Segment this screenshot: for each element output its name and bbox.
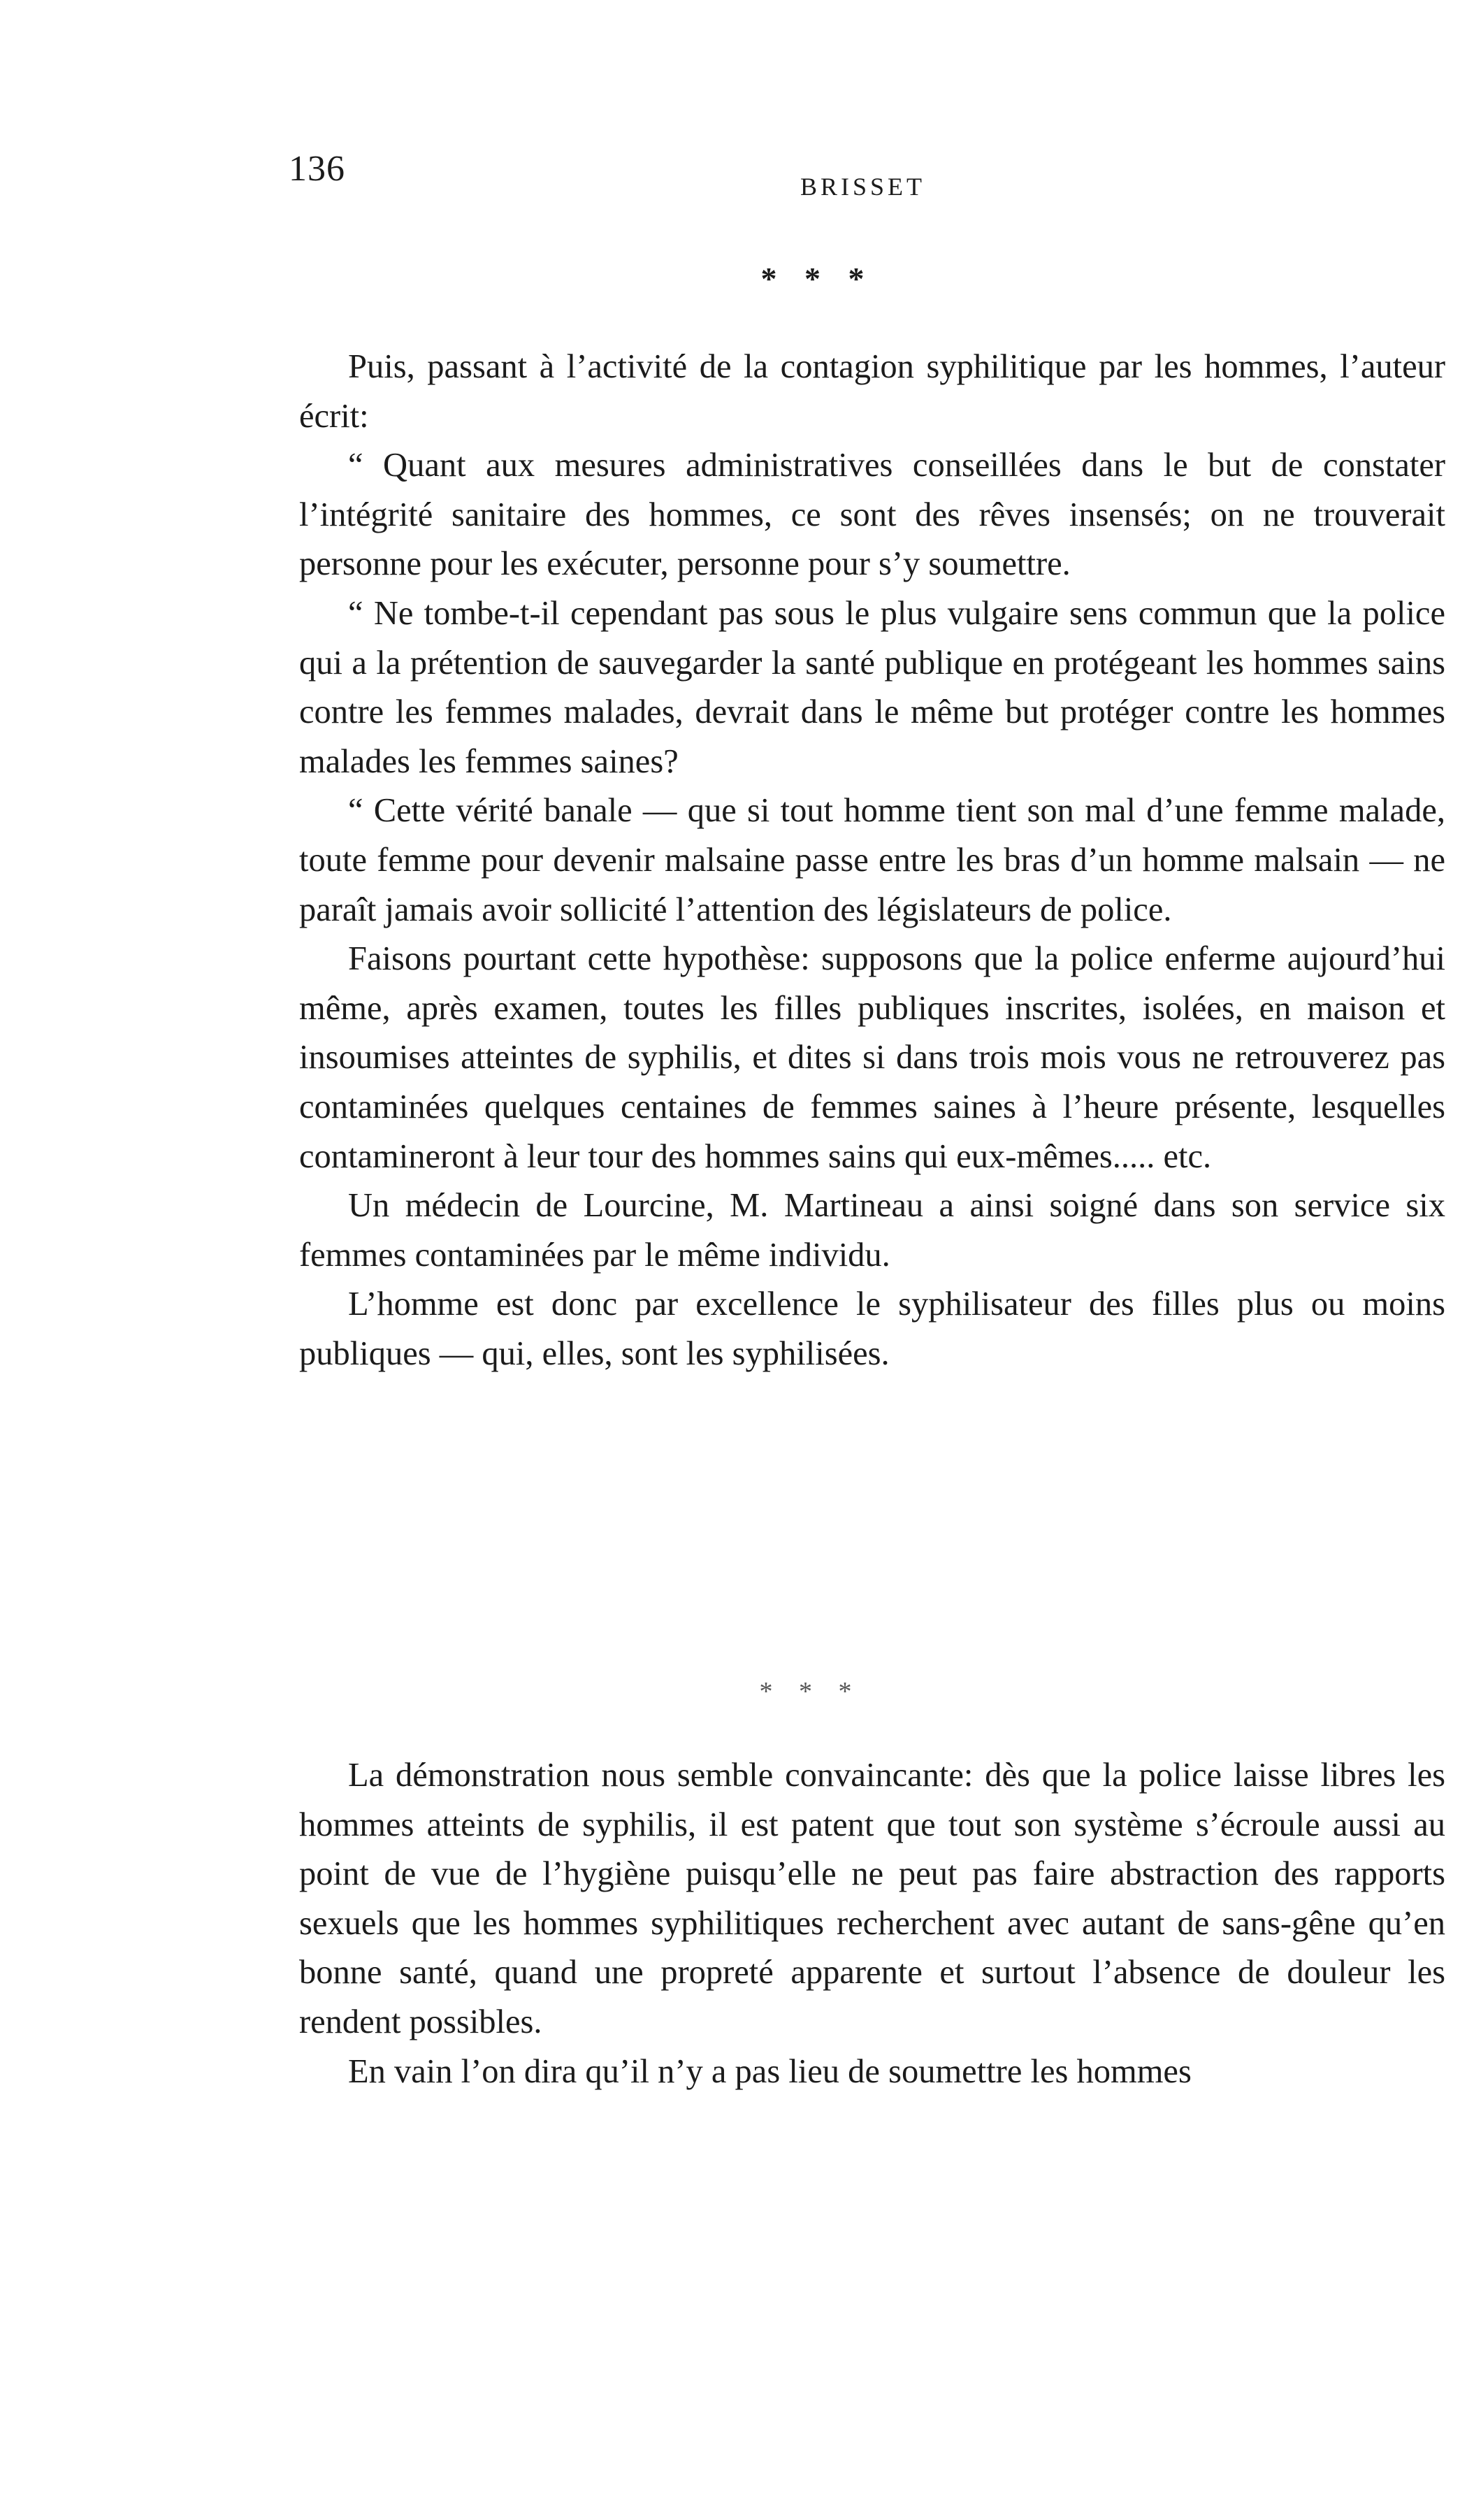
section-separator-1: * * *	[760, 261, 874, 296]
paragraph: Un médecin de Lourcine, M. Martineau a ainsi soigné dans son service six femmes contaminées par le même individu.	[299, 1187, 1445, 1274]
text-section-1	[299, 343, 1445, 1378]
paragraph: Puis, passant à l’activité de la contagion syphilitique par les hommes, l’auteur écrit:	[299, 348, 1445, 435]
paragraph: “ Quant aux mesures administratives conseillées dans le but de constater l’intégrité sanitaire des hommes, ce sont des rêves insensés; on ne trouverait personne pour les exécuter, personne pour s’y soumettre.	[299, 447, 1445, 583]
paragraph: La démonstration nous semble convaincante: dès que la police laisse libres les hommes atteints de syphilis, il est patent que tout son système s’écroule aussi au point de vue de l’hygiène puisqu’elle ne peut pas faire abstraction des rapports sexuels que les hommes syphilitiques recherchent avec autant de sans-gêne qu’en bonne santé, quand une propreté apparente et surtout l’absence de douleur les rendent possibles.	[299, 1757, 1445, 2040]
section-separator-2: * * *	[759, 1677, 862, 1706]
paragraph: “ Ne tombe-t-il cependant pas sous le plus vulgaire sens commun que la police qui a la prétention de sauvegarder la santé publique en protégeant les hommes sains contre les femmes malades, devrait dans le même but protéger contre les hommes malades les femmes saines?	[299, 594, 1445, 780]
paragraph: Faisons pourtant cette hypothèse: supposons que la police enferme aujourd’hui même, après examen, toutes les filles publiques inscrites, isolées, en maison et insoumises atteintes de syphilis, et dites si dans trois mois vous ne retrouverez pas contaminées quelques centaines de femmes saines à l’heure présente, lesquelles contamineront à leur tour des hommes sains qui eux-mêmes..... etc.	[299, 940, 1445, 1175]
paragraph: En vain l’on dira qu’il n’y a pas lieu de soumettre les hommes	[348, 2052, 1192, 2090]
page-number: 136	[289, 149, 345, 189]
running-head: BRISSET	[800, 173, 926, 201]
paragraph: “ Cette vérité banale — que si tout homme tient son mal d’une femme malade, toute femme pour devenir malsaine passe entre les bras d’un homme malsain — ne paraît jamais avoir sollicité l’attention des législateurs de police.	[299, 792, 1445, 928]
paragraph: L’homme est donc par excellence le syphilisateur des filles plus ou moins publiques — qui, elles, sont les syphilisées.	[299, 1286, 1445, 1372]
text-section-2	[299, 1751, 1445, 2096]
